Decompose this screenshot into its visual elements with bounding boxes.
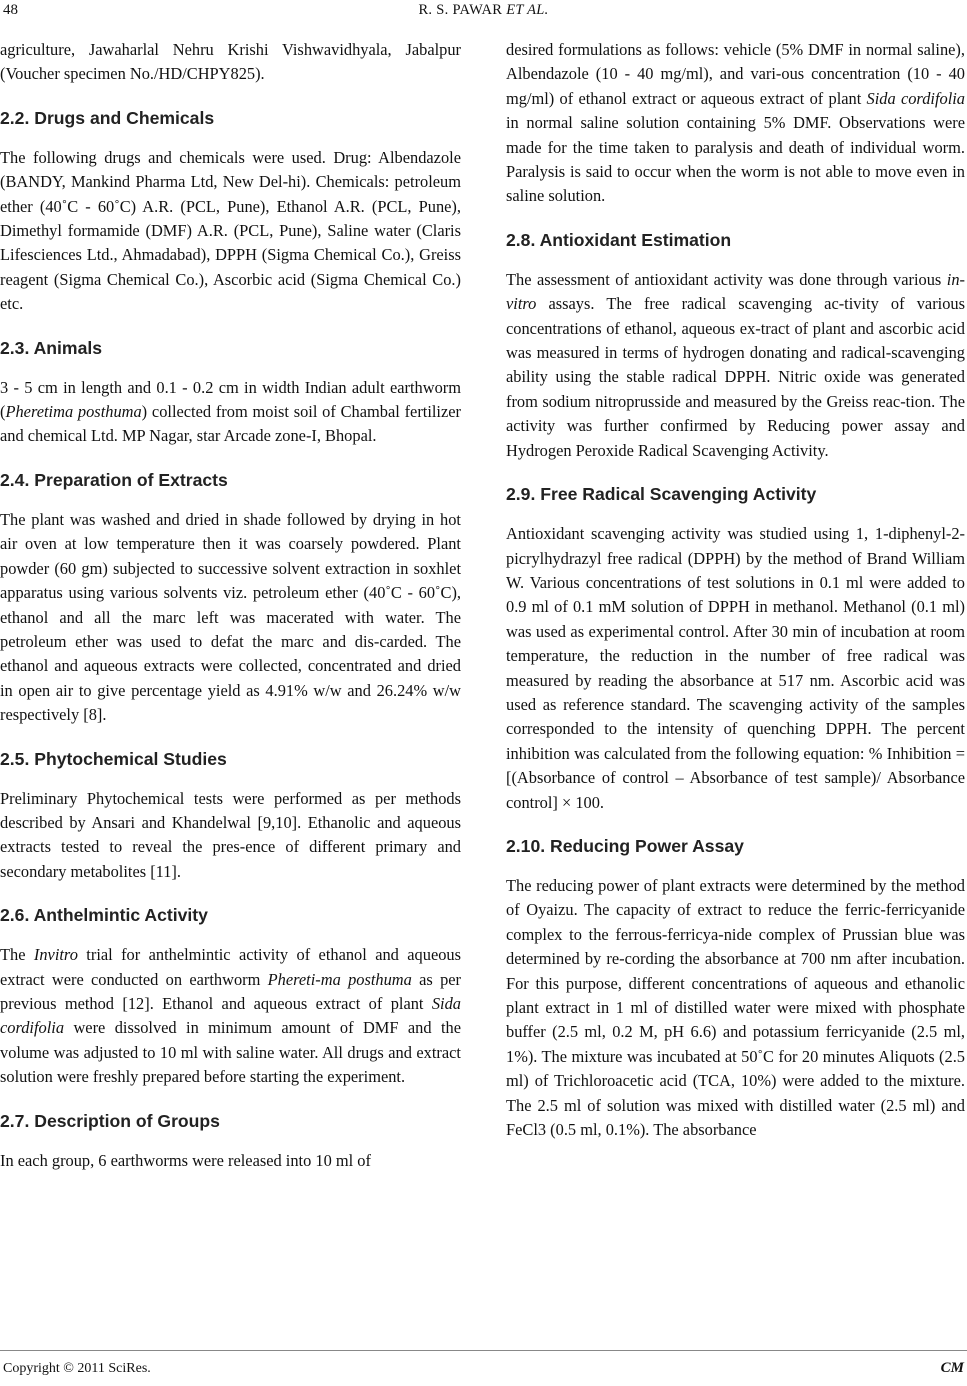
section-2-2-heading: 2.2. Drugs and Chemicals [0, 107, 215, 128]
section-2-8-paragraph: The assessment of antioxidant activity was done through various in-vitro assays. The free radical scavenging ac-tivity of various concentrations of ethanol, aqueous ex-tract of plant and ascorbic acid was measured in terms of hydrogen donating and radical-scavenging ability using the stable radical DPPH. Nitric oxide was generated from sodium nitroprusside and measured by the Greiss reac-tion. The activity was further confirmed by Reducing power assay and Hydrogen Peroxide Radical Scavenging Activity. [506, 269, 965, 460]
section-2-4-paragraph: The plant was washed and dried in shade followed by drying in hot air oven at low temperature then it was coarsely powdered. Plant powder (60 gm) subjected to successive solvent extraction in soxhlet apparatus using various solvents viz. petroleum ether (40˚C - 60˚C), ethanol and all the marc left was macerated with water. The petroleum ether was used to defat the marc and dis-carded. The ethanol and aqueous extracts were collected, concentrated and dried in open air to give percentage yield as 4.91% w/w and 26.24% w/w respectively [8]. [0, 509, 461, 725]
section-2-2-paragraph: The following drugs and chemicals were used. Drug: Albendazole (BANDY, Mankind Pharma Ltd, New Del-hi). Chemicals: petroleum ether (40˚C - 60˚C) A.R. (PCL, Pune), Ethanol A.R. (PCL, Pune), Dimethyl formamide (DMF) A.R. (PCL, Pune), Saline water (Claris Lifesciences Ltd., Ahmadabad), DPPH (Sigma Chemical Co.), Greiss reagent (Sigma Chemical Co.), Ascorbic acid (Sigma Chemical Co.) etc. [0, 147, 461, 314]
section-2-6-paragraph: The Invitro trial for anthelmintic activity of ethanol and aqueous extract were conducted on earthworm Phereti-ma posthuma as per previous method [12]. Ethanol and aqueous extract of plant Sida cordifolia were dissolved in minimum amount of DMF and the volume was adjusted to 10 ml with saline water. All drugs and extract solution were freshly prepared before starting the experiment. [0, 945, 461, 1087]
intro-paragraph: agriculture, Jawaharlal Nehru Krishi Vishwavidhyala, Jabalpur (Voucher specimen No./HD/CHPY825). [0, 40, 461, 84]
copyright-notice: Copyright © 2011 SciRes. [3, 1361, 151, 1376]
section-2-7-continued-paragraph: desired formulations as follows: vehicle (5% DMF in normal saline), Albendazole (10 - 40 mg/ml), and vari-ous concentration (10 - 40 mg/ml) of ethanol extract or aqueous extract of plant Sida cordifolia in normal saline solution containing 5% DMF. Observations were made for the time taken to paralysis and death of individual worm. Paralysis is said to occur when the worm is not able to move even in saline solution. [506, 40, 965, 206]
running-header [0, 0, 967, 30]
section-2-9-heading: 2.9. Free Radical Scavenging Activity [506, 484, 817, 505]
section-2-6-heading: 2.6. Anthelmintic Activity [0, 905, 208, 926]
right-column [506, 38, 965, 1142]
section-2-7-paragraph: In each group, 6 earthworms were released into 10 ml of [0, 1150, 371, 1170]
section-2-5-paragraph: Preliminary Phytochemical tests were performed as per methods described by Ansari and Khandelwal [9,10]. Ethanolic and aqueous extracts tested to reveal the pres-ence of different primary and secondary metabolites [11]. [0, 788, 461, 881]
left-column [0, 38, 461, 1173]
journal-abbreviation: CM [940, 1360, 964, 1376]
running-head-title [0, 2, 967, 19]
page-footer [0, 1350, 967, 1386]
page-number: 48 [3, 2, 18, 18]
et-al: ET AL. [506, 2, 549, 18]
section-2-8-heading: 2.8. Antioxidant Estimation [506, 229, 732, 250]
section-2-9-paragraph: Antioxidant scavenging activity was studied using 1, 1-diphenyl-2-picrylhydrazyl free radical (DPPH) by the method of Brand William W. Various concentrations of test solutions in 0.1 ml were added to 0.9 ml of 0.1 mM solution of DPPH in methanol. Methanol (0.1 ml) was used as experimental control. After 30 min of incubation at room temperature, the reduction in the number of free radical was measured by reading the absorbance at 517 nm. Ascorbic acid was used as reference standard. The scavenging activity of the samples corresponded to the intensity of quenching DPPH. The percent inhibition was calculated from the following equation: % Inhibition = [(Absorbance of control – Absorbance of test sample)/ Absorbance control] × 100. [506, 524, 965, 812]
section-2-3-heading: 2.3. Animals [0, 337, 103, 358]
section-2-4-heading: 2.4. Preparation of Extracts [0, 469, 228, 490]
section-2-7-heading: 2.7. Description of Groups [0, 1110, 220, 1131]
footer-divider [0, 1350, 967, 1351]
section-2-5-heading: 2.5. Phytochemical Studies [0, 748, 227, 769]
species-name: Pheretima posthuma [5, 402, 142, 422]
section-2-10-heading: 2.10. Reducing Power Assay [506, 835, 744, 856]
section-2-10-paragraph: The reducing power of plant extracts were determined by the method of Oyaizu. The capacity of extract to reduce the ferric-ferricyanide complex to the ferrous-ferricya-nide complex of Prussian blue was determined by re-cording the absorbance at 700 nm after incubation. For this purpose, different concentrations of aqueous and ethanolic plant extract in 1 ml of distilled water were mixed with phosphate buffer (2.5 ml, 0.2 M, pH 6.6) and potassium ferricyanide (2.5 ml, 1%). The mixture was incubated at 50˚C for 20 minutes Aliquots (2.5 ml) of Trichloroacetic acid (TCA, 10%) were added to the mixture. The 2.5 ml of solution was mixed with distilled water (2.5 ml) and FeCl3 (0.5 ml, 0.1%). The absorbance [506, 875, 965, 1140]
author-name: R. S. PAWAR [418, 2, 503, 18]
section-2-3-paragraph: 3 - 5 cm in length and 0.1 - 0.2 cm in width Indian adult earthworm (Pheretima posthuma) collected from moist soil of Chambal fertilizer and chemical Ltd. MP Nagar, star Arcade zone-I, Bhopal. [0, 377, 461, 446]
